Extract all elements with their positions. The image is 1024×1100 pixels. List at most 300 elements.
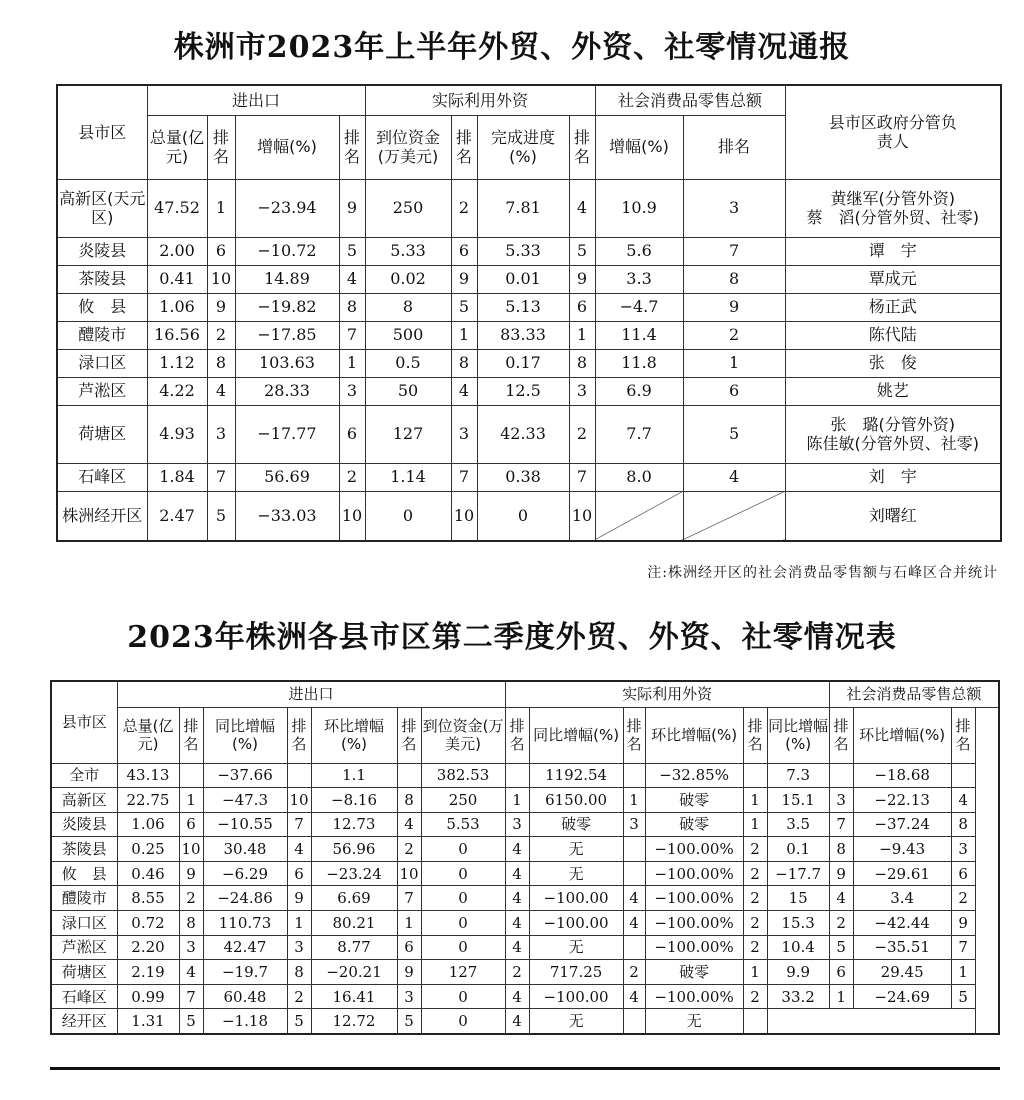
header-leader: 县市区政府分管负责人 — [785, 85, 1001, 179]
region-cell: 攸 县 — [57, 293, 147, 321]
table-row — [51, 763, 999, 788]
arrived-cell: 0 — [421, 1009, 505, 1034]
arank-cell: 4 — [451, 377, 477, 405]
total-cell: 0.46 — [117, 861, 179, 886]
header-mom: 环比增幅(%) — [853, 707, 951, 763]
ryoy-cell: 10.4 — [767, 935, 829, 960]
r3-cell: 5 — [397, 1009, 421, 1034]
total-cell: 4.22 — [147, 377, 207, 405]
r8-cell: 5 — [951, 984, 975, 1009]
r5-cell — [623, 935, 645, 960]
region-cell: 高新区 — [51, 788, 117, 813]
r2-cell: 1 — [287, 911, 311, 936]
r5-cell: 2 — [623, 960, 645, 985]
prank-cell: 7 — [569, 463, 595, 491]
growth-cell: −33.03 — [235, 491, 339, 541]
table-row — [57, 405, 1001, 463]
leader-cell: 张 俊 — [785, 349, 1001, 377]
fyoy-cell: 717.25 — [529, 960, 623, 985]
prank-cell: 10 — [569, 491, 595, 541]
rrank-cell: 7 — [683, 237, 785, 265]
table1 — [56, 84, 1002, 542]
r5-cell: 4 — [623, 886, 645, 911]
rrank-cell: 3 — [683, 179, 785, 237]
r7-cell: 3 — [829, 788, 853, 813]
region-cell: 荷塘区 — [51, 960, 117, 985]
header-fdi: 实际利用外资 — [365, 85, 595, 115]
r1-cell: 1 — [179, 788, 203, 813]
r2-cell: 10 — [287, 788, 311, 813]
r5-cell — [623, 1009, 645, 1034]
yoy-cell: −10.55 — [203, 812, 287, 837]
prank-cell: 8 — [569, 349, 595, 377]
arrived-cell: 127 — [421, 960, 505, 985]
rgrowth-cell: −4.7 — [595, 293, 683, 321]
rgrowth-cell: 11.8 — [595, 349, 683, 377]
region-cell: 石峰区 — [51, 984, 117, 1009]
arrived-cell: 0 — [421, 984, 505, 1009]
arrived-cell: 0 — [421, 911, 505, 936]
fmom-cell: −100.00% — [645, 861, 743, 886]
ryoy-cell: 0.1 — [767, 837, 829, 862]
rmom-cell: −9.43 — [853, 837, 951, 862]
table1-note: 注:株洲经开区的社会消费品零售额与石峰区合并统计 — [647, 565, 998, 581]
r8-cell: 4 — [951, 788, 975, 813]
rrank-cell: 5 — [683, 405, 785, 463]
r7-cell: 2 — [829, 911, 853, 936]
grank-cell: 1 — [339, 349, 365, 377]
rmom-cell: −29.61 — [853, 861, 951, 886]
r3-cell: 2 — [397, 837, 421, 862]
fmom-cell: −32.85% — [645, 763, 743, 788]
r2-cell: 6 — [287, 861, 311, 886]
table-row — [57, 321, 1001, 349]
progress-cell: 83.33 — [477, 321, 569, 349]
grank-cell: 10 — [339, 491, 365, 541]
header-total: 总量(亿元) — [117, 707, 179, 763]
arrived-cell: 0 — [421, 837, 505, 862]
header-rank: 排名 — [451, 115, 477, 179]
table-row — [51, 812, 999, 837]
arrived-cell: 0 — [365, 491, 451, 541]
region-cell: 芦淞区 — [51, 935, 117, 960]
mom-cell: 16.41 — [311, 984, 397, 1009]
growth-cell: 56.69 — [235, 463, 339, 491]
r2-cell: 5 — [287, 1009, 311, 1034]
table-row — [51, 935, 999, 960]
r4-cell: 4 — [505, 984, 529, 1009]
yoy-cell: 30.48 — [203, 837, 287, 862]
fyoy-cell: 无 — [529, 861, 623, 886]
r6-cell: 2 — [743, 911, 767, 936]
r8-cell: 2 — [951, 886, 975, 911]
total-cell: 22.75 — [117, 788, 179, 813]
fyoy-cell: 无 — [529, 1009, 623, 1034]
header-yoy: 同比增幅(%) — [767, 707, 829, 763]
rrank-cell: 6 — [683, 377, 785, 405]
r4-cell: 4 — [505, 935, 529, 960]
fmom-cell: −100.00% — [645, 886, 743, 911]
total-cell: 1.84 — [147, 463, 207, 491]
rank-cell: 1 — [207, 179, 235, 237]
rgrowth-cell: 11.4 — [595, 321, 683, 349]
r1-cell: 7 — [179, 984, 203, 1009]
rgrowth-cell: 6.9 — [595, 377, 683, 405]
r4-cell: 2 — [505, 960, 529, 985]
arank-cell: 2 — [451, 179, 477, 237]
table-row — [57, 237, 1001, 265]
mom-cell: 6.69 — [311, 886, 397, 911]
header-region: 县市区 — [57, 85, 147, 179]
r5-cell — [623, 861, 645, 886]
region-cell: 石峰区 — [57, 463, 147, 491]
region-cell: 渌口区 — [57, 349, 147, 377]
r7-cell: 5 — [829, 935, 853, 960]
arrived-cell: 0 — [421, 886, 505, 911]
r2-cell: 9 — [287, 886, 311, 911]
region-cell: 株洲经开区 — [57, 491, 147, 541]
yoy-cell: −19.7 — [203, 960, 287, 985]
progress-cell: 0.38 — [477, 463, 569, 491]
arank-cell: 7 — [451, 463, 477, 491]
r8-cell: 7 — [951, 935, 975, 960]
rgrowth-cell: 7.7 — [595, 405, 683, 463]
rmom-cell: −37.24 — [853, 812, 951, 837]
header-rank: 排名 — [339, 115, 365, 179]
r6-cell: 1 — [743, 960, 767, 985]
yoy-cell: −24.86 — [203, 886, 287, 911]
grank-cell: 8 — [339, 293, 365, 321]
r5-cell — [623, 837, 645, 862]
ryoy-cell: 33.2 — [767, 984, 829, 1009]
region-cell: 醴陵市 — [51, 886, 117, 911]
r4-cell: 3 — [505, 812, 529, 837]
header-mom: 环比增幅(%) — [311, 707, 397, 763]
fyoy-cell: −100.00 — [529, 984, 623, 1009]
r2-cell: 4 — [287, 837, 311, 862]
rrank-cell: 4 — [683, 463, 785, 491]
total-cell: 2.47 — [147, 491, 207, 541]
rgrowth-cell: 8.0 — [595, 463, 683, 491]
retail-empty-cell — [767, 1009, 975, 1034]
r7-cell: 1 — [829, 984, 853, 1009]
r3-cell: 7 — [397, 886, 421, 911]
leader-cell: 覃成元 — [785, 265, 1001, 293]
r8-cell: 6 — [951, 861, 975, 886]
table-row — [51, 788, 999, 813]
progress-cell: 0.01 — [477, 265, 569, 293]
progress-cell: 0.17 — [477, 349, 569, 377]
mom-cell: 8.77 — [311, 935, 397, 960]
region-cell: 芦淞区 — [57, 377, 147, 405]
r7-cell: 9 — [829, 861, 853, 886]
growth-cell: −19.82 — [235, 293, 339, 321]
table-row — [57, 377, 1001, 405]
mom-cell: 1.1 — [311, 763, 397, 788]
mom-cell: 12.73 — [311, 812, 397, 837]
mom-cell: −20.21 — [311, 960, 397, 985]
rank-cell: 6 — [207, 237, 235, 265]
total-cell: 47.52 — [147, 179, 207, 237]
leader-cell: 谭 宇 — [785, 237, 1001, 265]
growth-cell: −17.85 — [235, 321, 339, 349]
table-row — [51, 984, 999, 1009]
rgrowth-cell — [595, 491, 683, 541]
arrived-cell: 1.14 — [365, 463, 451, 491]
arank-cell: 9 — [451, 265, 477, 293]
region-cell: 炎陵县 — [57, 237, 147, 265]
fyoy-cell: 破零 — [529, 812, 623, 837]
grank-cell: 4 — [339, 265, 365, 293]
yoy-cell: 42.47 — [203, 935, 287, 960]
r7-cell — [829, 763, 853, 788]
header-yoy: 同比增幅(%) — [203, 707, 287, 763]
growth-cell: −10.72 — [235, 237, 339, 265]
table-row — [51, 1009, 999, 1034]
prank-cell: 9 — [569, 265, 595, 293]
r8-cell: 8 — [951, 812, 975, 837]
rmom-cell: −18.68 — [853, 763, 951, 788]
mom-cell: 80.21 — [311, 911, 397, 936]
fmom-cell: 破零 — [645, 788, 743, 813]
arrived-cell: 0.02 — [365, 265, 451, 293]
total-cell: 2.00 — [147, 237, 207, 265]
r6-cell: 1 — [743, 788, 767, 813]
r4-cell: 1 — [505, 788, 529, 813]
r1-cell: 3 — [179, 935, 203, 960]
total-cell: 0.25 — [117, 837, 179, 862]
r3-cell: 8 — [397, 788, 421, 813]
header-region: 县市区 — [51, 681, 117, 763]
region-cell: 茶陵县 — [57, 265, 147, 293]
arank-cell: 3 — [451, 405, 477, 463]
r5-cell — [623, 763, 645, 788]
arrived-cell: 250 — [421, 788, 505, 813]
r6-cell: 2 — [743, 886, 767, 911]
r6-cell: 1 — [743, 812, 767, 837]
leader-cell: 刘 宇 — [785, 463, 1001, 491]
progress-cell: 0 — [477, 491, 569, 541]
arrived-cell: 382.53 — [421, 763, 505, 788]
r5-cell: 3 — [623, 812, 645, 837]
r3-cell: 1 — [397, 911, 421, 936]
rank-cell: 4 — [207, 377, 235, 405]
leader-cell: 杨正武 — [785, 293, 1001, 321]
grank-cell: 9 — [339, 179, 365, 237]
region-cell: 茶陵县 — [51, 837, 117, 862]
leader-cell: 刘曙红 — [785, 491, 1001, 541]
arrived-cell: 0 — [421, 861, 505, 886]
ryoy-cell: −17.7 — [767, 861, 829, 886]
header-trade: 进出口 — [117, 681, 505, 707]
total-cell: 1.12 — [147, 349, 207, 377]
growth-cell: −17.77 — [235, 405, 339, 463]
table-row — [51, 960, 999, 985]
rmom-cell: −24.69 — [853, 984, 951, 1009]
table-row — [57, 179, 1001, 237]
r6-cell: 2 — [743, 837, 767, 862]
fyoy-cell: −100.00 — [529, 911, 623, 936]
r6-cell — [743, 1009, 767, 1034]
region-cell: 渌口区 — [51, 911, 117, 936]
r6-cell: 2 — [743, 984, 767, 1009]
header-rank: 排名 — [179, 707, 203, 763]
r1-cell — [179, 763, 203, 788]
table2 — [50, 680, 1000, 1035]
header-arrived: 到位资金(万美元) — [365, 115, 451, 179]
fmom-cell: −100.00% — [645, 984, 743, 1009]
r4-cell: 4 — [505, 1009, 529, 1034]
r2-cell: 8 — [287, 960, 311, 985]
header-rank: 排名 — [829, 707, 853, 763]
r1-cell: 4 — [179, 960, 203, 985]
total-cell: 0.41 — [147, 265, 207, 293]
r6-cell: 2 — [743, 935, 767, 960]
header-rank: 排名 — [505, 707, 529, 763]
fmom-cell: −100.00% — [645, 935, 743, 960]
r1-cell: 6 — [179, 812, 203, 837]
arrived-cell: 0.5 — [365, 349, 451, 377]
rrank-cell: 8 — [683, 265, 785, 293]
header-rank: 排名 — [287, 707, 311, 763]
leader-cell: 张 璐(分管外资) 陈佳敏(分管外贸、社零) — [785, 405, 1001, 463]
total-cell: 16.56 — [147, 321, 207, 349]
rrank-cell — [683, 491, 785, 541]
r3-cell: 10 — [397, 861, 421, 886]
growth-cell: −23.94 — [235, 179, 339, 237]
r5-cell: 1 — [623, 788, 645, 813]
region-cell: 荷塘区 — [57, 405, 147, 463]
r7-cell: 8 — [829, 837, 853, 862]
progress-cell: 12.5 — [477, 377, 569, 405]
header-rank: 排名 — [569, 115, 595, 179]
header-trade: 进出口 — [147, 85, 365, 115]
leader-cell: 黄继军(分管外资) 蔡 滔(分管外贸、社零) — [785, 179, 1001, 237]
ryoy-cell: 15.1 — [767, 788, 829, 813]
header-retail: 社会消费品零售总额 — [595, 85, 785, 115]
fyoy-cell: −100.00 — [529, 886, 623, 911]
growth-cell: 28.33 — [235, 377, 339, 405]
r2-cell: 7 — [287, 812, 311, 837]
table-row — [57, 349, 1001, 377]
r4-cell: 4 — [505, 911, 529, 936]
table-row — [51, 911, 999, 936]
fyoy-cell: 1192.54 — [529, 763, 623, 788]
table-row — [57, 265, 1001, 293]
header-rank: 排名 — [207, 115, 235, 179]
arrived-cell: 127 — [365, 405, 451, 463]
table-row — [51, 886, 999, 911]
prank-cell: 6 — [569, 293, 595, 321]
yoy-cell: −37.66 — [203, 763, 287, 788]
r4-cell: 4 — [505, 837, 529, 862]
region-cell: 攸 县 — [51, 861, 117, 886]
r7-cell: 4 — [829, 886, 853, 911]
total-cell: 4.93 — [147, 405, 207, 463]
rgrowth-cell: 10.9 — [595, 179, 683, 237]
r8-cell: 9 — [951, 911, 975, 936]
r8-cell — [951, 763, 975, 788]
region-cell: 全市 — [51, 763, 117, 788]
region-cell: 高新区(天元区) — [57, 179, 147, 237]
rmom-cell: 29.45 — [853, 960, 951, 985]
arrived-cell: 50 — [365, 377, 451, 405]
rank-cell: 9 — [207, 293, 235, 321]
yoy-cell: 60.48 — [203, 984, 287, 1009]
r3-cell — [397, 763, 421, 788]
header-rank: 排名 — [951, 707, 975, 763]
header-yoy: 同比增幅(%) — [529, 707, 623, 763]
header-retail-rank: 排名 — [683, 115, 785, 179]
leader-cell: 陈代陆 — [785, 321, 1001, 349]
total-cell: 1.06 — [147, 293, 207, 321]
fyoy-cell: 无 — [529, 935, 623, 960]
ryoy-cell: 3.5 — [767, 812, 829, 837]
grank-cell: 5 — [339, 237, 365, 265]
r6-cell — [743, 763, 767, 788]
total-cell: 1.06 — [117, 812, 179, 837]
rrank-cell: 1 — [683, 349, 785, 377]
rgrowth-cell: 5.6 — [595, 237, 683, 265]
yoy-cell: −1.18 — [203, 1009, 287, 1034]
header-arrived: 到位资金(万美元) — [421, 707, 505, 763]
rmom-cell: −42.44 — [853, 911, 951, 936]
arrived-cell: 500 — [365, 321, 451, 349]
region-cell: 炎陵县 — [51, 812, 117, 837]
mom-cell: 56.96 — [311, 837, 397, 862]
arank-cell: 5 — [451, 293, 477, 321]
r4-cell: 4 — [505, 861, 529, 886]
mom-cell: −23.24 — [311, 861, 397, 886]
header-progress: 完成进度(%) — [477, 115, 569, 179]
prank-cell: 1 — [569, 321, 595, 349]
r1-cell: 2 — [179, 886, 203, 911]
fyoy-cell: 6150.00 — [529, 788, 623, 813]
prank-cell: 4 — [569, 179, 595, 237]
total-cell: 8.55 — [117, 886, 179, 911]
rank-cell: 3 — [207, 405, 235, 463]
fmom-cell: −100.00% — [645, 837, 743, 862]
rmom-cell: −22.13 — [853, 788, 951, 813]
r2-cell: 3 — [287, 935, 311, 960]
r3-cell: 6 — [397, 935, 421, 960]
r1-cell: 5 — [179, 1009, 203, 1034]
grank-cell: 6 — [339, 405, 365, 463]
rank-cell: 10 — [207, 265, 235, 293]
ryoy-cell: 15 — [767, 886, 829, 911]
progress-cell: 7.81 — [477, 179, 569, 237]
table-row — [57, 463, 1001, 491]
total-cell: 2.19 — [117, 960, 179, 985]
r1-cell: 8 — [179, 911, 203, 936]
region-cell: 经开区 — [51, 1009, 117, 1034]
fmom-cell: 无 — [645, 1009, 743, 1034]
header-growth: 增幅(%) — [235, 115, 339, 179]
total-cell: 2.20 — [117, 935, 179, 960]
r4-cell — [505, 763, 529, 788]
arrived-cell: 0 — [421, 935, 505, 960]
growth-cell: 103.63 — [235, 349, 339, 377]
ryoy-cell: 15.3 — [767, 911, 829, 936]
total-cell: 43.13 — [117, 763, 179, 788]
r1-cell: 10 — [179, 837, 203, 862]
total-cell: 1.31 — [117, 1009, 179, 1034]
r5-cell: 4 — [623, 911, 645, 936]
rgrowth-cell: 3.3 — [595, 265, 683, 293]
arrived-cell: 8 — [365, 293, 451, 321]
progress-cell: 5.13 — [477, 293, 569, 321]
table-row — [57, 293, 1001, 321]
